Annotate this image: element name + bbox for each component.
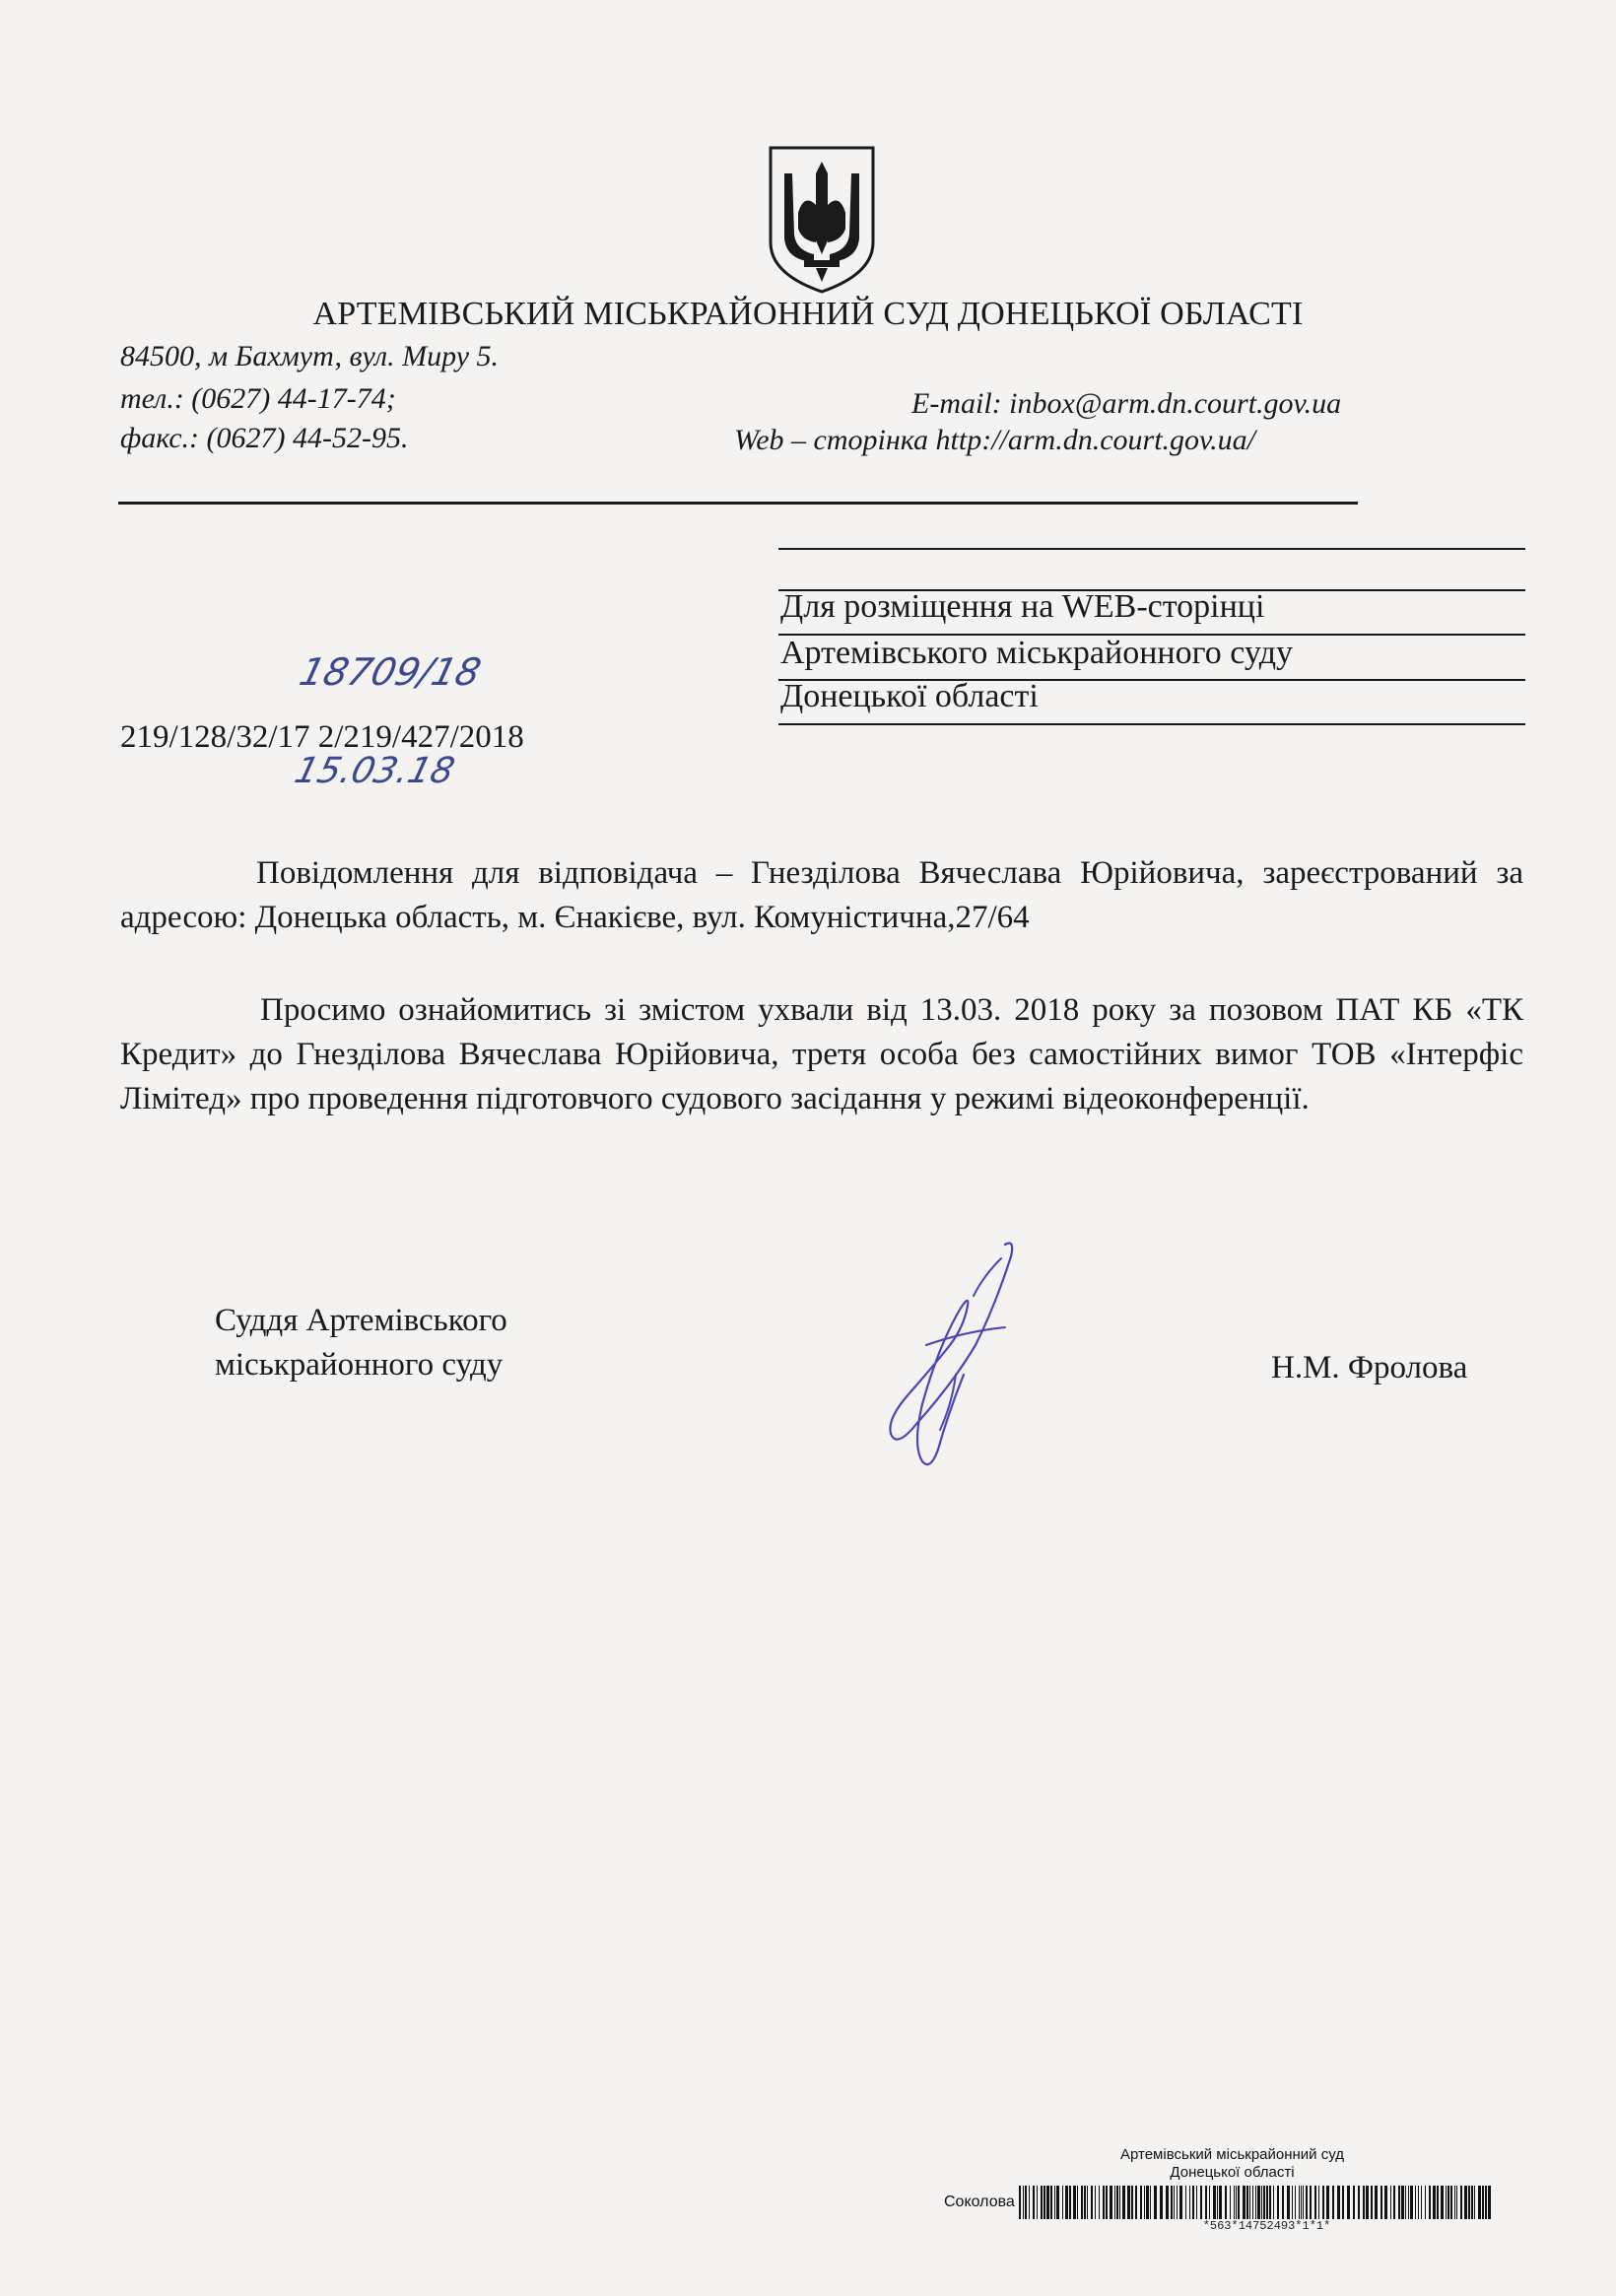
court-website[interactable]: Web – сторінка http://arm.dn.court.gov.ua/ — [734, 424, 1255, 456]
case-number: 219/128/32/17 2/219/427/2018 — [120, 719, 524, 755]
ukraine-trident-emblem-icon — [765, 144, 879, 294]
notice-paragraph — [120, 851, 1523, 940]
stamp-court-name: Артемівський міськрайонний суд — [1120, 2146, 1344, 2163]
barcode-text: *563*14752493*1*1* — [1202, 2219, 1331, 2233]
court-phone: тел.: (0627) 44-17-74; — [120, 382, 396, 415]
request-paragraph-text: Просимо ознайомитись зі змістом ухвали від 13.03. 2018 року за позовом ПАТ КБ «ТК Кредит» до Гнезділова Вячеслава Юрійовича, третя особа без самостійних вимог ТОВ «Інтерфіс Лімітед» про проведення підготовчого судового засідання у режимі відеоконференції. — [120, 992, 1523, 1116]
stamp-court-region: Донецької області — [1170, 2164, 1295, 2181]
stamp-clerk-name: Соколова — [944, 2194, 1015, 2210]
recipient-rule — [778, 723, 1525, 725]
court-fax: факс.: (0627) 44-52-95. — [120, 422, 409, 454]
notice-paragraph-text: Повідомлення для відповідача – Гнезділова Вячеслава Юрійовича, зареєстрований за адресою: Донецька область, м. Єнакієве, вул. Комуністична,27/64 — [120, 855, 1523, 935]
recipient-line: Артемівського міськрайонного суду — [780, 635, 1294, 671]
judge-title-line: Суддя Артемівського — [215, 1303, 507, 1338]
registration-stamp — [944, 2146, 1520, 2276]
recipient-line: Для розміщення на WEB-сторінці — [780, 588, 1265, 625]
handwritten-registration-date: 15.03.18 — [290, 751, 459, 791]
court-name: АРТЕМІВСЬКИЙ МІСЬКРАЙОННИЙ СУД ДОНЕЦЬКОЇ ОБЛАСТІ — [312, 296, 1304, 332]
judge-title-line: міськрайонного суду — [215, 1347, 504, 1383]
judge-name: Н.М. Фролова — [1271, 1350, 1468, 1385]
recipient-rule — [778, 548, 1525, 550]
recipient-line: Донецької області — [780, 678, 1039, 714]
header-divider — [118, 502, 1358, 505]
judge-signature-icon — [857, 1237, 1030, 1473]
handwritten-registration-number: 18709/18 — [295, 650, 486, 694]
court-address: 84500, м Бахмут, вул. Миру 5. — [120, 340, 500, 372]
court-email[interactable]: E-mail: inbox@arm.dn.court.gov.ua — [911, 387, 1342, 420]
request-paragraph — [120, 988, 1523, 1121]
barcode-icon — [1019, 2186, 1492, 2219]
